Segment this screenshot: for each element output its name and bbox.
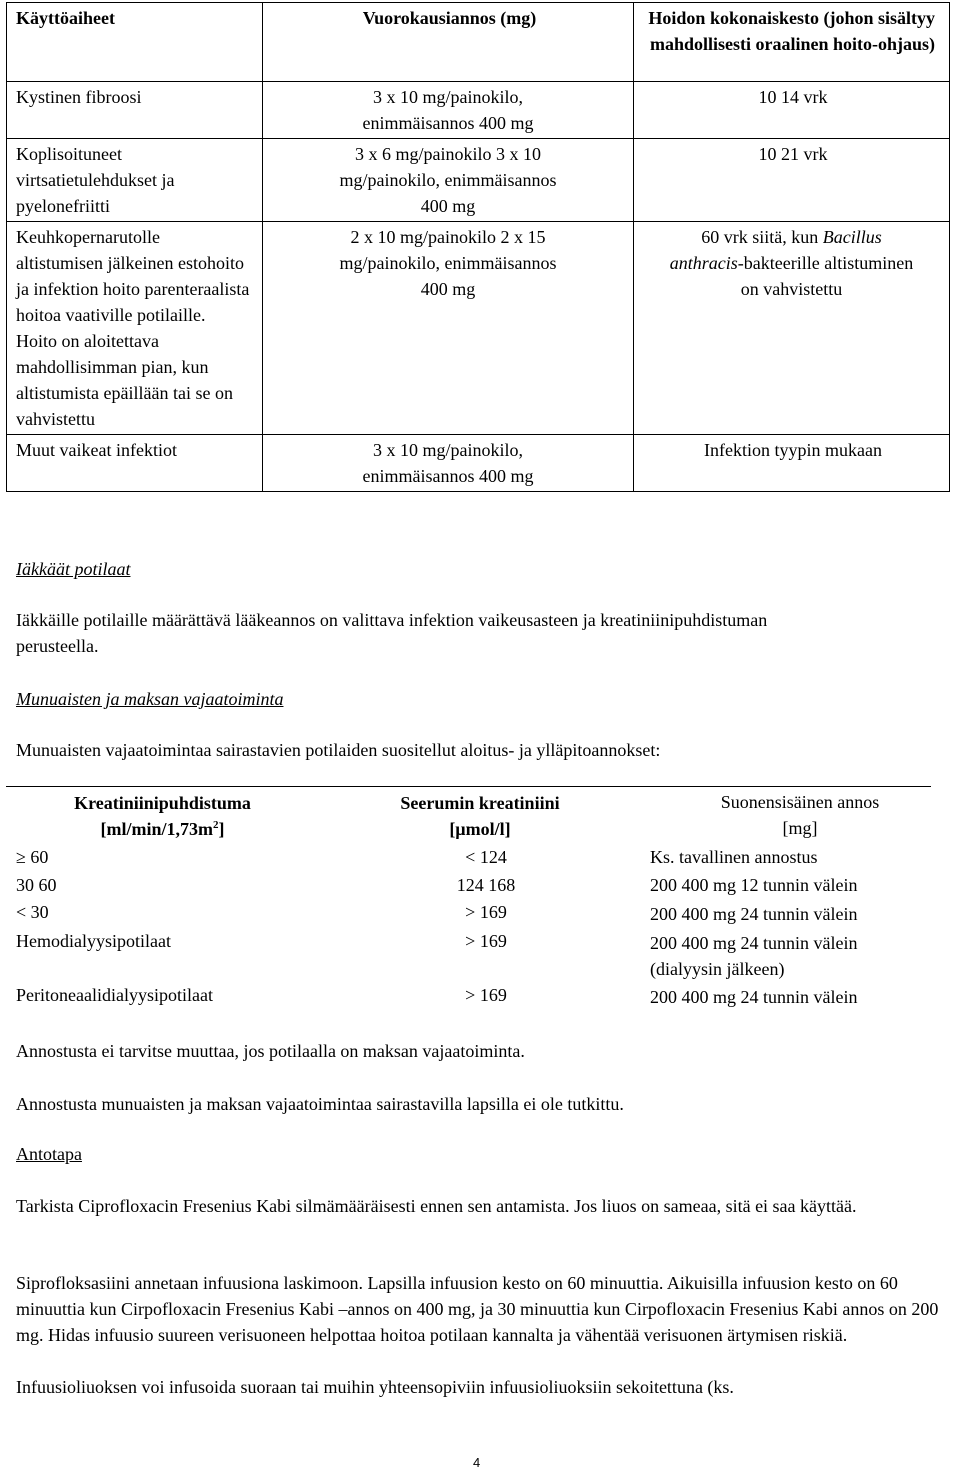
indication-cell: Muut vaikeat infektiot — [7, 435, 263, 492]
dose-cell: Ks. tavallinen annostus — [650, 847, 818, 867]
administration-p3: Infuusioliuoksen voi infusoida suoraan tai muihin yhteensopiviin infuusioliuoksiin sekoitettuna (ks. — [16, 1377, 734, 1397]
clearance-cell: 30 60 — [16, 875, 57, 895]
indication-cell: Kystinen fibroosi — [7, 82, 263, 139]
renal-heading: Munuaisten ja maksan vajaatoiminta — [16, 689, 284, 709]
header-clearance-sup: 2 — [213, 819, 219, 831]
header-dose-line2: [mg] — [782, 818, 818, 838]
indications-table — [6, 2, 950, 492]
header-clearance-line2: [ml/min/1,73m — [100, 819, 213, 839]
header-daily-dose: Vuorokausiannos (mg) — [263, 3, 634, 82]
dose-cell: 200 400 mg 24 tunnin välein — [650, 933, 858, 953]
header-dose-line1: Suonensisäinen annos — [720, 792, 880, 812]
dose-cell: 200 400 mg 24 tunnin välein — [650, 987, 858, 1007]
header-indication: Käyttöaiheet — [7, 3, 263, 82]
clearance-cell: Hemodialyysipotilaat — [16, 931, 171, 951]
duration-text: 60 vrk siitä, kun — [701, 227, 823, 247]
dose-cell: 3 x 10 mg/painokilo, enimmäisannos 400 mg — [263, 435, 634, 492]
creatinine-cell: > 169 — [465, 931, 507, 951]
elderly-text: Iäkkäille potilaille määrättävä lääkeannos on valittava infektion vaikeusasteen ja kreatiniinipuhdistuman perusteella. — [16, 610, 768, 656]
dose-cell: 2 x 10 mg/painokilo 2 x 15 mg/painokilo, enimmäisannos 400 mg — [263, 222, 634, 435]
header-clearance-line1: Kreatiniinipuhdistuma — [74, 793, 251, 813]
renal-note-children: Annostusta munuaisten ja maksan vajaatoimintaa sairastavilla lapsilla ei ole tutkittu. — [16, 1094, 624, 1114]
renal-intro: Munuaisten vajaatoimintaa sairastavien potilaiden suositellut aloitus- ja ylläpitoannokset: — [16, 740, 661, 760]
administration-p1: Tarkista Ciprofloxacin Fresenius Kabi silmämääräisesti ennen sen antamista. Jos liuos on sameaa, sitä ei saa käyttää. — [16, 1196, 857, 1216]
table-row — [7, 222, 950, 435]
creatinine-cell: 124 168 — [456, 875, 516, 895]
renal-table-topline — [6, 786, 931, 787]
duration-text-end: -bakteerille altistuminen on vahvistettu — [737, 253, 914, 299]
indication-cell: Koplisoituneet virtsatietulehdukset ja pyelonefriitti — [7, 139, 263, 222]
duration-cell: 10 21 vrk — [634, 139, 950, 222]
header-creatinine-line1: Seerumin kreatiniini — [400, 793, 560, 813]
bacillus-name: Bacillus anthracis — [669, 227, 882, 273]
dose-cell: 3 x 6 mg/painokilo 3 x 10 mg/painokilo, enimmäisannos 400 mg — [263, 139, 634, 222]
clearance-cell: ≥ 60 — [16, 847, 49, 867]
duration-cell — [634, 222, 950, 435]
creatinine-cell: > 169 — [465, 985, 507, 1005]
dose-cell: 200 400 mg 24 tunnin välein — [650, 904, 858, 924]
duration-cell: Infektion tyypin mukaan — [634, 435, 950, 492]
creatinine-cell: < 124 — [465, 847, 507, 867]
renal-note-liver: Annostusta ei tarvitse muuttaa, jos potilaalla on maksan vajaatoiminta. — [16, 1041, 525, 1061]
renal-header-dose — [680, 789, 920, 841]
header-creatinine-line2: [µmol/l] — [449, 819, 511, 839]
table-row — [7, 435, 950, 492]
renal-header-clearance — [40, 790, 285, 842]
elderly-heading: Iäkkäät potilaat — [16, 559, 131, 579]
table-row — [7, 139, 950, 222]
header-duration: Hoidon kokonaiskesto (johon sisältyy mahdollisesti oraalinen hoito-ohjaus) — [634, 3, 950, 82]
header-clearance-end: ] — [218, 819, 225, 839]
administration-p2: Siprofloksasiini annetaan infuusiona laskimoon. Lapsilla infuusion kesto on 60 minuuttia. Aikuisilla infuusion kesto on 60 minuuttia kun Cirpofloxacin Fresenius Kabi –annos on 400 mg, ja 30 minuuttia kun Cirpofloxacin Fresenius Kabi annos on 200 mg. Hidas infuusio suureen verisuoneen helpottaa hoitoa potilaan kannalta ja vähentää verisuonen ärtymisen riskiä. — [16, 1273, 939, 1345]
table-row — [7, 82, 950, 139]
renal-header-creatinine — [360, 790, 600, 842]
page-number: 4 — [473, 1455, 481, 1470]
table-header-row — [7, 3, 950, 82]
clearance-cell: < 30 — [16, 902, 49, 922]
dose-cell: 200 400 mg 12 tunnin välein — [650, 875, 858, 895]
indication-cell: Keuhkopernarutolle altistumisen jälkeinen estohoito ja infektion hoito parenteraalista hoitoa vaativille potilaille. Hoito on aloitettava mahdollisimman pian, kun altistumista epäillään tai se on vahvistettu — [7, 222, 263, 435]
clearance-cell: Peritoneaalidialyysipotilaat — [16, 985, 213, 1005]
duration-cell: 10 14 vrk — [634, 82, 950, 139]
administration-heading: Antotapa — [16, 1144, 82, 1164]
dose-note: (dialyysin jälkeen) — [650, 959, 785, 979]
dose-cell: 3 x 10 mg/painokilo, enimmäisannos 400 mg — [263, 82, 634, 139]
creatinine-cell: > 169 — [465, 902, 507, 922]
